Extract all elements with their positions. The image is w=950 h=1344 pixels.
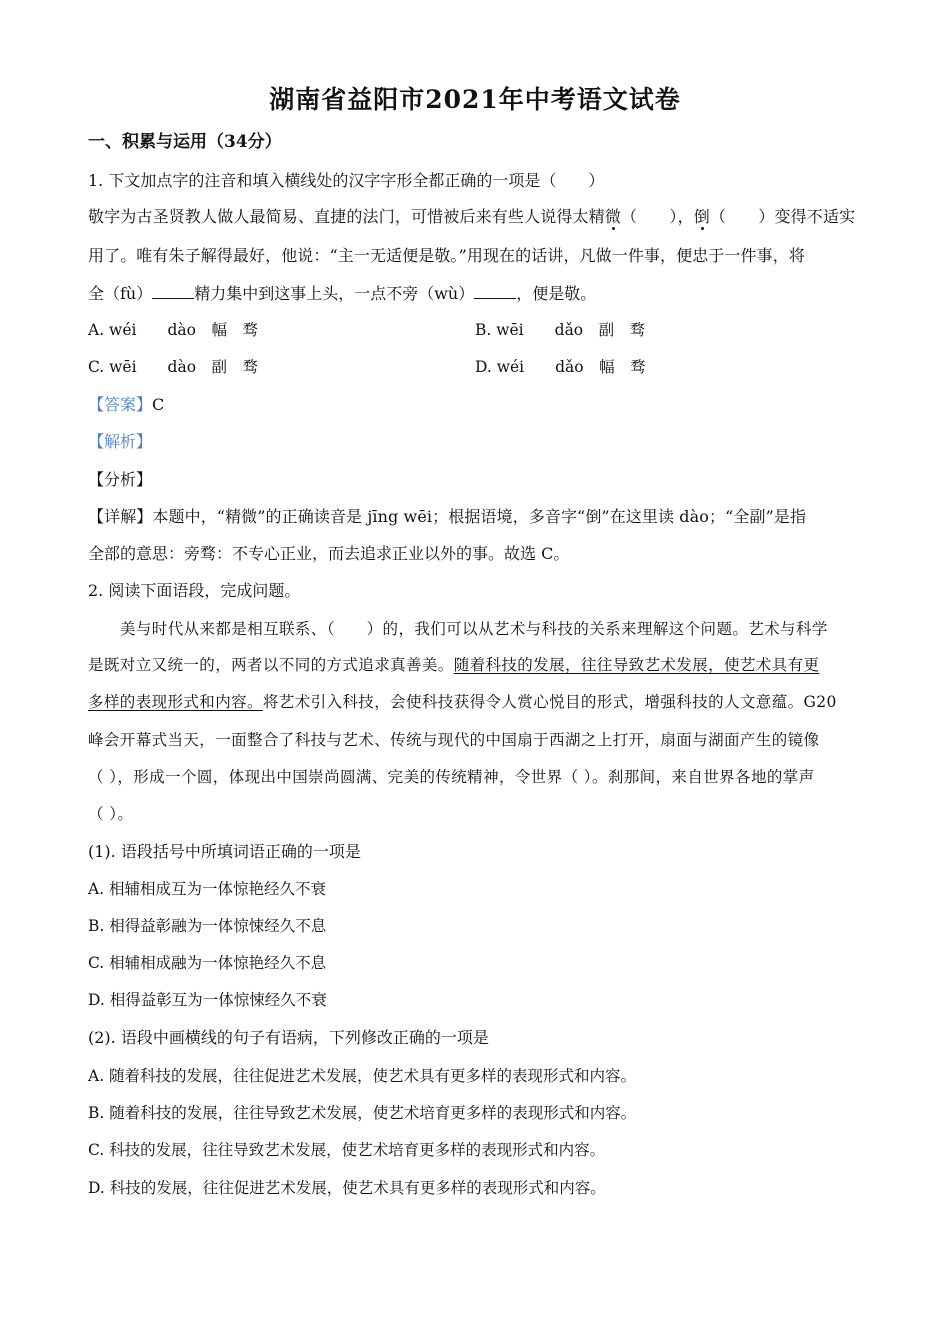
q2-sub2-stem: (2). 语段中画横线的句子有语病，下列修改正确的一项是	[88, 1028, 489, 1047]
q1-passage-text: 精力集中到这事上头，一点不旁（wù）	[194, 284, 475, 303]
fenxi-label: 【分析】	[88, 470, 153, 489]
dotted-char-wei: 微	[604, 207, 621, 226]
q2-passage-line2	[88, 655, 819, 675]
q2-sub1-option-b: B. 相得益彰融为一体惊悚经久不息	[88, 917, 327, 935]
answer-label: 【答案】	[88, 395, 153, 414]
q1-option-a: A. wéi dào 幅 骛	[88, 321, 258, 339]
q2-sub2-option-d: D. 科技的发展，往往促进艺术发展，使艺术具有更多样的表现形式和内容。	[88, 1179, 606, 1197]
q1-passage-line2: 用了。唯有朱子解得最好，他说：“主一无适便是敬。”用现在的话讲，凡做一件事，便忠于一件事，将	[88, 246, 805, 265]
analysis-label: 【解析】	[88, 432, 153, 451]
q2-passage-line6: （ ）。	[88, 805, 134, 823]
q1-passage-text: ，便是敬。	[516, 284, 597, 303]
q1-passage-line3	[88, 284, 596, 304]
q2-sub1-stem: (1). 语段括号中所填词语正确的一项是	[88, 842, 361, 861]
page-title: 湖南省益阳市2021年中考语文试卷	[269, 85, 681, 114]
q2-passage-text: 将艺术引入科技，会使科技获得令人赏心悦目的形式，增强科技的人文意蕴。G20	[262, 693, 837, 711]
detail-line1: 【详解】本题中，“精微”的正确读音是 jīng wēi；根据语境，多音字“倒”在这里读 dào；“全副”是指	[88, 507, 807, 526]
q2-sub2-option-a: A. 随着科技的发展，往往促进艺术发展，使艺术具有更多样的表现形式和内容。	[88, 1067, 637, 1085]
q1-passage-line1	[88, 207, 855, 227]
q2-passage-line1: 美与时代从来都是相互联系、（ ）的，我们可以从艺术与科技的关系来理解这个问题。艺术与科学	[120, 620, 828, 638]
q2-sub1-option-c: C. 相辅相成融为一体惊艳经久不息	[88, 954, 327, 972]
underlined-sentence: 多样的表现形式和内容。	[88, 693, 263, 711]
answer-value: C	[152, 395, 165, 414]
q2-sub1-option-d: D. 相得益彰互为一体惊悚经久不衰	[88, 991, 327, 1009]
q1-option-c: C. wēi dào 副 骛	[88, 358, 259, 376]
q1-option-b: B. wēi dǎo 副 骛	[475, 321, 646, 339]
q2-sub1-option-a: A. 相辅相成互为一体惊艳经久不衰	[88, 880, 327, 898]
q2-sub2-option-c: C. 科技的发展，往往导致艺术发展，使艺术培育更多样的表现形式和内容。	[88, 1141, 606, 1159]
q2-passage-text: 是既对立又统一的，两者以不同的方式追求真善美。	[88, 656, 454, 674]
fill-blank	[152, 284, 194, 299]
q1-option-d: D. wéi dǎo 幅 骛	[475, 358, 646, 376]
detail-line2: 全部的意思：旁骛：不专心正业，而去追求正业以外的事。故选 C。	[88, 544, 570, 563]
answer-row	[88, 395, 164, 415]
q1-stem: 1. 下文加点字的注音和填入横线处的汉字字形全都正确的一项是（ ）	[88, 171, 605, 190]
dotted-char-dao: 倒	[693, 207, 710, 226]
q1-passage-text: 敬字为古圣贤教人做人最简易、直捷的法门，可惜被后来有些人说得太精	[88, 207, 605, 226]
q2-stem: 2. 阅读下面语段，完成问题。	[88, 581, 301, 600]
q1-passage-text: （ ）变得不适实	[709, 207, 856, 226]
q2-passage-line3	[88, 692, 837, 712]
q2-passage-line5: （ ），形成一个圆，体现出中国崇尚圆满、完美的传统精神，令世界（ ）。刹那间，来自世界各地的掌声	[88, 768, 815, 786]
fill-blank	[474, 284, 516, 299]
q2-passage-line4: 峰会开幕式当天，一面整合了科技与艺术、传统与现代的中国扇于西湖之上打开，扇面与湖面产生的镜像	[88, 731, 820, 749]
section-heading: 一、积累与运用（34分）	[88, 132, 282, 152]
q1-passage-text: 全（fù）	[88, 284, 153, 303]
q1-passage-text: （ ），	[620, 207, 694, 226]
q2-sub2-option-b: B. 随着科技的发展，往往导致艺术发展，使艺术培育更多样的表现形式和内容。	[88, 1104, 637, 1122]
underlined-sentence: 随着科技的发展，往往导致艺术发展，使艺术具有更	[453, 656, 820, 674]
